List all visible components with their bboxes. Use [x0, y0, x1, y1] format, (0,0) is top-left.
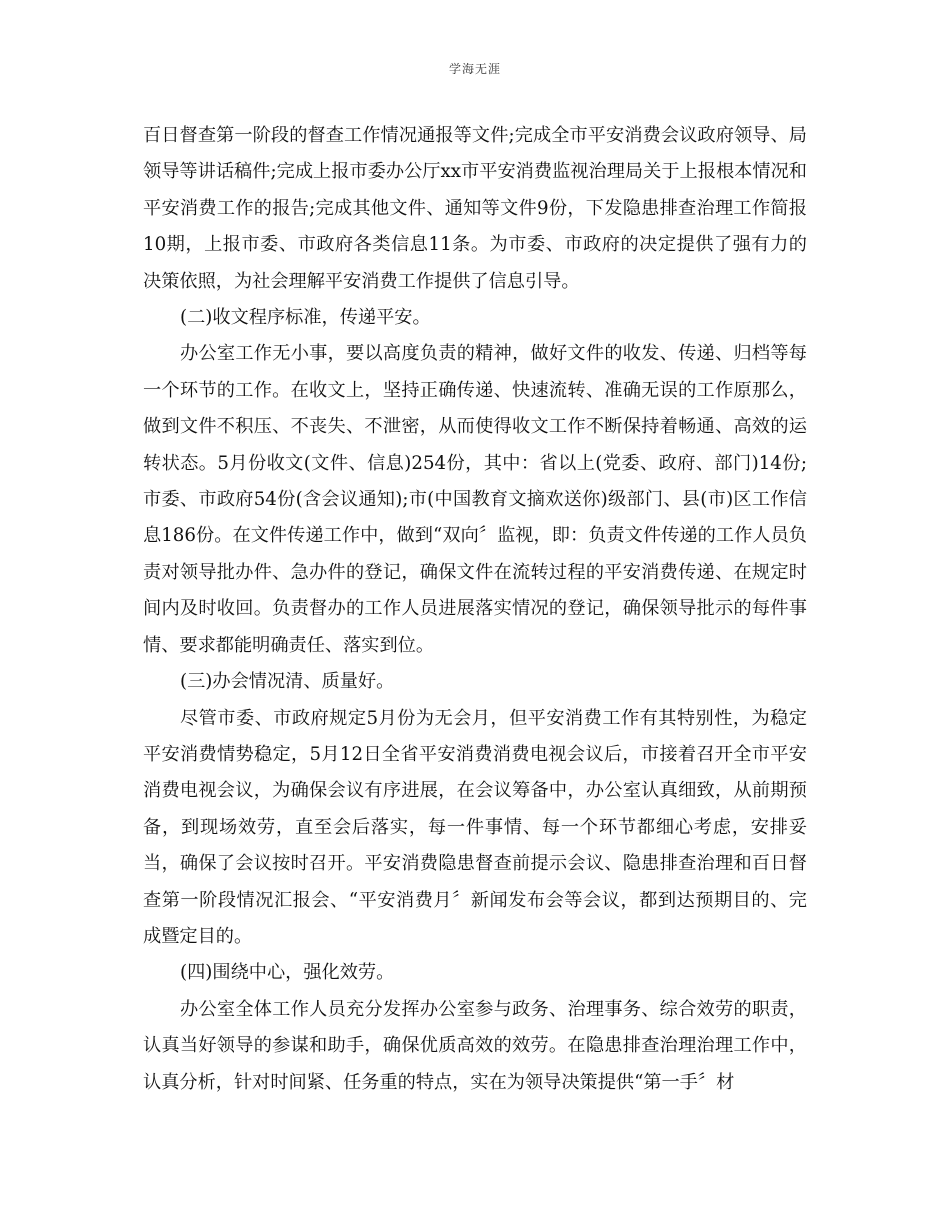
- document-body: [143, 118, 807, 1101]
- paragraph-7: 办公室全体工作人员充分发挥办公室参与政务、治理事务、综合效劳的职责，认真当好领导的参谋和助手，确保优质高效的效劳。在隐患排查治理治理工作中，认真分析，针对时间紧、任务重的特点，实在为领导决策提供“第一手〞材: [143, 998, 807, 1093]
- page-header: 学海无涯: [448, 62, 501, 76]
- paragraph-3: 办公室工作无小事，要以高度负责的精神，做好文件的收发、传递、归档等每一个环节的工作。在收文上，坚持正确传递、快速流转、准确无误的工作原那么，做到文件不积压、不丧失、不泄密，从而使得收文工作不断保持着畅通、高效的运转状态。5月份收文(文件、信息)254份，其中：省以上(党委、政府、部门)14份;市委、市政府54份(含会议通知);市(中国教育文摘欢送你)级部门、县(市)区工作信息186份。在文件传递工作中，做到“双向〞监视，即：负责文件传递的工作人员负责对领导批办件、急办件的登记，确保文件在流转过程的平安消费传递、在规定时间内及时收回。负责督办的工作人员进展落实情况的登记，确保领导批示的每件事情、要求都能明确责任、落实到位。: [143, 343, 807, 656]
- paragraph-1: 百日督查第一阶段的督查工作情况通报等文件;完成全市平安消费会议政府领导、局领导等讲话稿件;完成上报市委办公厅xx市平安消费监视治理局关于上报根本情况和平安消费工作的报告;完成其他文件、通知等文件9份，下发隐患排查治理工作简报10期，上报市委、市政府各类信息11条。为市委、市政府的决定提供了强有力的决策依照，为社会理解平安消费工作提供了信息引导。: [143, 125, 807, 292]
- section-heading-2: (二)收文程序标准，传递平安。: [180, 307, 431, 329]
- section-heading-3: (三)办会情况清、质量好。: [180, 671, 395, 693]
- section-heading-4: (四)围绕中心，强化效劳。: [180, 962, 395, 984]
- paragraph-5: 尽管市委、市政府规定5月份为无会月，但平安消费工作有其特别性，为稳定平安消费情势稳定，5月12日全省平安消费消费电视会议后，市接着召开全市平安消费电视会议，为确保会议有序进展，在会议筹备中，办公室认真细致，从前期预备，到现场效劳，直至会后落实，每一件事情、每一个环节都细心考虑，安排妥当，确保了会议按时召开。平安消费隐患督查前提示会议、隐患排查治理和百日督查第一阶段情况汇报会、“平安消费月〞新闻发布会等会议，都到达预期目的、完成暨定目的。: [143, 707, 807, 947]
